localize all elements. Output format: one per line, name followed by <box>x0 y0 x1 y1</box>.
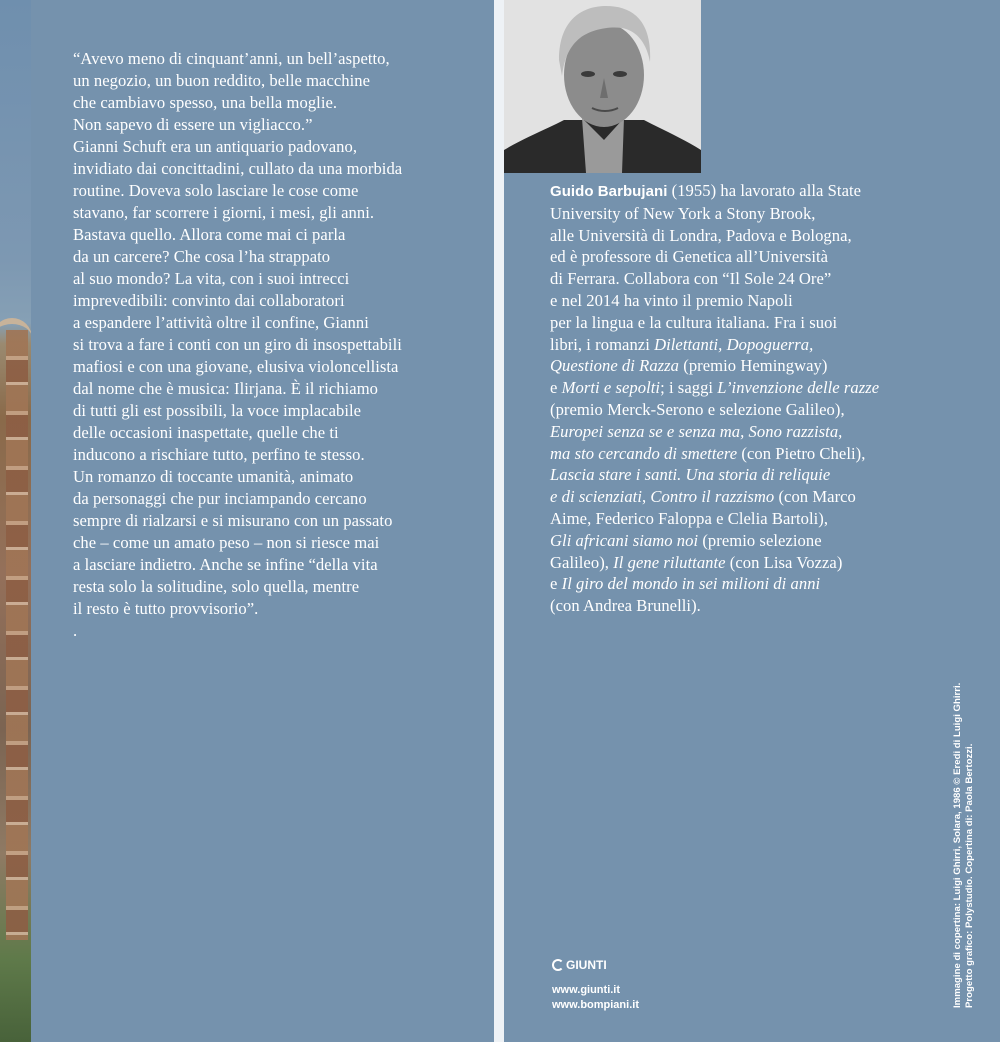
book-title: L’invenzione delle razze <box>717 378 880 398</box>
blurb-line: Bastava quello. Allora come mai ci parla <box>73 225 346 244</box>
book-title: e di scienziati <box>550 487 642 507</box>
blurb-line: “Avevo meno di cinquant’anni, un bell’aspetto, <box>73 49 390 68</box>
blurb-line: mafiosi e con una giovane, elusiva violoncellista <box>73 357 399 376</box>
bio-line <box>550 355 950 377</box>
blurb-line: che – come un amato peso – non si riesce mai <box>73 533 380 552</box>
bio-text: e <box>550 574 562 594</box>
author-name: Guido Barbujani <box>550 183 668 200</box>
blurb-line: si trova a fare i conti con un giro di insospettabili <box>73 335 402 354</box>
bio-line: (con Andrea Brunelli). <box>550 596 701 616</box>
bio-text: ; i saggi <box>660 378 718 398</box>
bio-line: e nel 2014 ha vinto il premio Napoli <box>550 290 793 310</box>
bio-line <box>550 573 950 595</box>
cover-credit-line: Immagine di copertina: Luigi Ghirri, Solara, 1986 © Eredi di Luigi Ghirri. <box>952 682 963 1008</box>
publisher-block <box>552 957 639 1013</box>
blurb-line: da un carcere? Che cosa l’ha strappato <box>73 247 331 266</box>
blurb-line: di tutti gli est possibili, la voce implacabile <box>73 401 362 420</box>
bio-line: University of New York a Stony Brook, <box>550 203 816 223</box>
book-title: Il gene riluttante <box>613 552 726 572</box>
book-title: Dilettanti, Dopoguerra, <box>654 334 814 354</box>
blurb-line: dal nome che è musica: Ilirjana. È il richiamo <box>73 379 379 398</box>
blurb-line: Un romanzo di toccante umanità, animato <box>73 467 354 486</box>
blurb-line: resta solo la solitudine, solo quella, mentre <box>73 577 360 596</box>
bio-line: per la lingua e la cultura italiana. Fra i suoi <box>550 312 838 332</box>
blurb-line: stavano, far scorrere i giorni, i mesi, gli anni. <box>73 203 375 222</box>
book-title: Europei senza se e senza ma, Sono razzista, <box>550 421 843 441</box>
book-title: Morti e sepolti <box>561 378 661 398</box>
bio-text: (premio Hemingway) <box>679 356 828 376</box>
blurb-line: Gianni Schuft era un antiquario padovano, <box>73 137 358 156</box>
giunti-logo-icon <box>552 959 564 971</box>
publisher-logo <box>552 957 639 973</box>
publisher-logo-text: GIUNTI <box>566 958 607 972</box>
book-title: Contro il razzismo <box>650 487 775 507</box>
blurb-line: che cambiavo spesso, una bella moglie. <box>73 93 338 112</box>
bio-text: (premio selezione <box>698 530 822 550</box>
blurb-line: imprevedibili: convinto dai collaboratori <box>73 291 345 310</box>
bio-text: e <box>550 378 562 398</box>
blurb-line: da personaggi che pur inciampando cercano <box>73 489 367 508</box>
cover-credit-line: Progetto grafico: Polystudio. Copertina di: Paola Bertozzi. <box>963 743 975 1008</box>
author-photo <box>504 0 701 173</box>
cover-image-edge <box>0 0 31 1042</box>
blurb-line: inducono a rischiare tutto, perfino te stesso. <box>73 445 365 464</box>
bio-text: (con Lisa Vozza) <box>725 552 843 572</box>
bio-line <box>550 464 950 486</box>
bio-line <box>550 530 950 552</box>
bio-line <box>550 377 950 399</box>
bio-line <box>550 443 950 465</box>
book-title: Questione di Razza <box>550 356 680 376</box>
bio-line <box>550 421 950 443</box>
bio-text: libri, i romanzi <box>550 334 655 354</box>
book-title: Gli africani siamo noi <box>550 530 699 550</box>
bio-text: Galileo), <box>550 552 614 572</box>
author-bio <box>550 180 950 617</box>
bio-text: (con Marco <box>774 487 856 507</box>
book-title: Lascia stare i santi. Una storia di reliquie <box>550 465 831 485</box>
blurb-end-mark: . <box>73 621 78 640</box>
cover-credits <box>952 682 978 1008</box>
bio-line <box>550 334 950 356</box>
fold-gutter <box>494 0 504 1042</box>
blurb-line: delle occasioni inaspettate, quelle che ti <box>73 423 339 442</box>
bio-text: , <box>642 487 651 507</box>
bio-text: (1955) ha lavorato alla State <box>667 181 862 200</box>
blurb-line: al suo mondo? La vita, con i suoi intrecci <box>73 269 350 288</box>
blurb-line: sempre di rialzarsi e si misurano con un passato <box>73 511 393 530</box>
book-title: ma sto cercando di smettere <box>550 443 738 463</box>
author-portrait-image <box>504 0 701 173</box>
bio-line <box>550 552 950 574</box>
bio-line <box>550 180 950 203</box>
bio-text: (con Pietro Cheli), <box>737 443 866 463</box>
blurb-line: Non sapevo di essere un vigliacco.” <box>73 115 313 134</box>
bio-line <box>550 486 950 508</box>
blurb-line: routine. Doveva solo lasciare le cose come <box>73 181 359 200</box>
book-blurb <box>73 48 473 642</box>
bio-line: ed è professore di Genetica all’Università <box>550 247 829 267</box>
bio-line: di Ferrara. Collabora con “Il Sole 24 Ore” <box>550 269 832 289</box>
pillar-detail <box>6 330 28 940</box>
blurb-line: a lasciare indietro. Anche se infine “della vita <box>73 555 378 574</box>
bio-line: alle Università di Londra, Padova e Bologna, <box>550 225 852 245</box>
blurb-line: un negozio, un buon reddito, belle macchine <box>73 71 371 90</box>
bio-line: Aime, Federico Faloppa e Clelia Bartoli), <box>550 508 829 528</box>
blurb-line: a espandere l’attività oltre il confine, Gianni <box>73 313 369 332</box>
book-title: Il giro del mondo in sei milioni di anni <box>561 574 821 594</box>
publisher-url-bompiani[interactable]: www.bompiani.it <box>552 999 639 1011</box>
blurb-line: invidiato dai concittadini, cullato da una morbida <box>73 159 403 178</box>
bio-line: (premio Merck-Serono e selezione Galileo), <box>550 399 845 419</box>
blurb-line: il resto è tutto provvisorio”. <box>73 599 259 618</box>
publisher-url-giunti[interactable]: www.giunti.it <box>552 984 621 996</box>
